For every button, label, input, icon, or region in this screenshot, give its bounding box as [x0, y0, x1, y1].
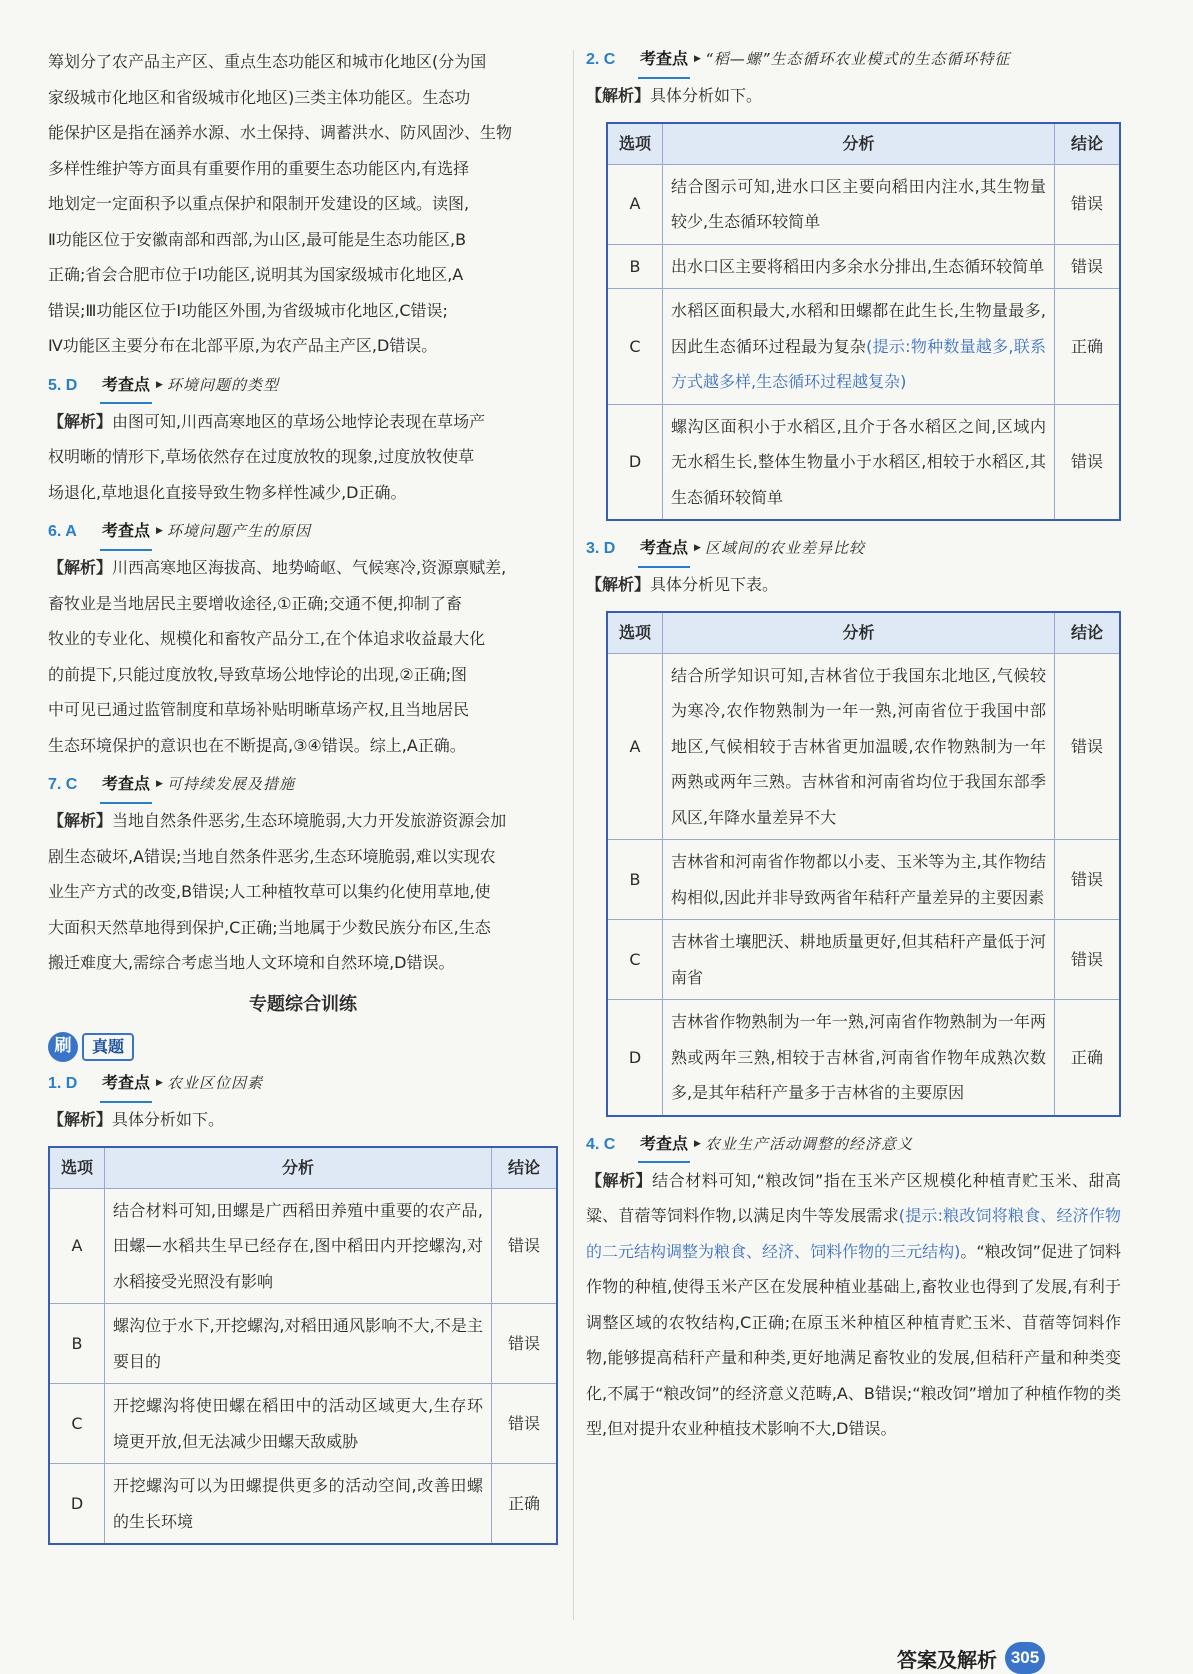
triangle-icon: ▶	[156, 1078, 163, 1089]
kaodian-text: 区域间的农业差异比较	[704, 539, 865, 558]
cell-option: D	[607, 1000, 663, 1116]
table-row	[607, 289, 1120, 405]
cell-analysis: 开挖螺沟将使田螺在稻田中的活动区域更大,生存环境更开放,但无法减少田螺天敌威胁	[105, 1384, 492, 1464]
triangle-icon: ▶	[694, 1138, 701, 1149]
cell-conclusion: 错误	[1055, 404, 1121, 520]
analysis-text: 结合材料可知,“粮改饲”指在玉米产区规模化种植青贮玉米、甜高粱、苜蓿等饲料作物,以满足肉牛等发展需求	[586, 1170, 1121, 1225]
text-line: 大面积天然草地得到保护,C正确;当地属于少数民族分布区,生态	[48, 917, 491, 937]
table-row	[607, 244, 1120, 289]
cell-option: A	[607, 653, 663, 840]
text-line: Ⅱ功能区位于安徽南部和西部,为山区,最可能是生态功能区,B	[48, 229, 467, 249]
cell-conclusion: 错误	[492, 1188, 558, 1304]
kaodian-label: 考查点	[100, 766, 152, 804]
intro-text: 具体分析见下表。	[650, 575, 779, 594]
cell-option: D	[49, 1464, 105, 1545]
right-column	[586, 44, 1121, 1447]
section-title: 专题综合训练	[249, 993, 357, 1015]
table-row	[607, 920, 1120, 1000]
cell-analysis: 结合所学知识可知,吉林省位于我国东北地区,气候较为寒冷,农作物熟制为一年一熟,河南省位于我国中部地区,气候相较于吉林省更加温暖,农作物熟制为一年两熟或两年三熟。吉林省和河南省均位于我国东部季风区,年降水量差异不大	[663, 653, 1055, 840]
cell-option: D	[607, 404, 663, 520]
cell-conclusion: 正确	[1055, 1000, 1121, 1116]
question-3-header	[586, 531, 1121, 567]
header-analysis: 分析	[663, 123, 1055, 165]
question-number: 4. C	[586, 1135, 616, 1153]
kaodian-label: 考查点	[638, 41, 690, 79]
cell-analysis: 吉林省和河南省作物都以小麦、玉米等为主,其作物结构相似,因此并非导致两省年秸秆产量差异的主要因素	[663, 840, 1055, 920]
kaodian-text: 可持续发展及措施	[166, 775, 295, 794]
cell-analysis: 螺沟区面积小于水稻区,且介于各水稻区之间,区域内无水稻生长,整体生物量小于水稻区,相较于水稻区,其生态循环较简单	[663, 404, 1055, 520]
header-option: 选项	[49, 1147, 105, 1189]
kaodian-label: 考查点	[100, 1065, 152, 1103]
text-line: 搬迁难度大,需综合考虑当地人文环境和自然环境,D错误。	[48, 953, 455, 972]
jiexi-label: 【解析】	[586, 1170, 653, 1190]
text-line: 正确;省会合肥市位于Ⅰ功能区,说明其为国家级城市化地区,A	[48, 265, 464, 284]
cell-option: B	[607, 244, 663, 289]
kaodian-text: 农业区位因素	[166, 1074, 263, 1093]
zhenti-badge	[48, 1032, 558, 1062]
cell-option: C	[607, 920, 663, 1000]
table-row	[49, 1188, 557, 1304]
cell-analysis: 螺沟位于水下,开挖螺沟,对稻田通风影响不大,不是主要目的	[105, 1304, 492, 1384]
page-footer	[897, 1642, 1045, 1674]
jiexi-label: 【解析】	[586, 575, 651, 594]
footer-label: 答案及解析	[897, 1647, 997, 1672]
table-row	[49, 1464, 557, 1545]
text-line: 的前提下,只能过度放牧,导致草场公地悖论的出现,②正确;图	[48, 664, 467, 684]
question-1-header	[48, 1066, 558, 1102]
cell-analysis: 结合图示可知,进水口区主要向稻田内注水,其生物量较少,生态循环较简单	[663, 164, 1055, 244]
table-row	[607, 1000, 1120, 1116]
jiexi-label: 【解析】	[48, 411, 113, 431]
question-4-analysis	[586, 1163, 1121, 1447]
cell-conclusion: 错误	[1055, 244, 1121, 289]
analysis-table	[606, 122, 1121, 522]
text-line: 生态环境保护的意识也在不断提高,③④错误。综上,A正确。	[48, 735, 466, 755]
cell-analysis: 出水口区主要将稻田内多余水分排出,生态循环较简单	[663, 244, 1055, 289]
table-row	[607, 404, 1120, 520]
jiexi-label: 【解析】	[48, 811, 113, 830]
cell-conclusion: 错误	[1055, 920, 1121, 1000]
question-number: 6. A	[48, 523, 77, 541]
cell-conclusion: 错误	[1055, 653, 1121, 840]
text-line: 业生产方式的改变,B错误;人工种植牧草可以集约化使用草地,使	[48, 882, 491, 901]
analysis-text: 。“粮改饲”促进了饲料作物的种植,使得玉米产区在发展种植业基础上,畜牧业也得到了发展,有利于调整区域的农牧结构,C正确;在原玉米种植区种植青贮玉米、苜蓿等饲料作物,能够提高秸秆产量和种类,更好地满足畜牧业的发展,但秸秆产量和种类变化,不属于“粮改饲”的经济意义范畴,A、B错误;“粮改饲”增加了种植作物的类型,但对提升农业种植技术影响不大,D错误。	[586, 1241, 1121, 1438]
question-7-header	[48, 767, 558, 803]
analysis-text: 水稻区面积最大,水稻和田螺都在此生长,生物量最多,因此生态循环过程最为复杂	[671, 301, 1046, 356]
question-number: 7. C	[48, 776, 78, 794]
header-analysis: 分析	[663, 612, 1055, 654]
text-line: Ⅳ功能区主要分布在北部平原,为农产品主产区,D错误。	[48, 336, 438, 355]
hint-text: (提示:物种数量越多,联系方式越多样,生态循环过程越复杂)	[671, 336, 1046, 391]
text-line: 牧业的专业化、规模化和畜牧产品分工,在个体追求收益最大化	[48, 629, 486, 648]
text-line: 场退化,草地退化直接导致生物多样性减少,D正确。	[48, 482, 407, 502]
question-number: 2. C	[586, 51, 616, 69]
text-line: 多样性维护等方面具有重要作用的重要生态功能区内,有选择	[48, 158, 470, 178]
kaodian-label: 考查点	[638, 530, 690, 568]
analysis-table	[606, 611, 1121, 1117]
question-number: 1. D	[48, 1075, 78, 1093]
cell-analysis: 开挖螺沟可以为田螺提供更多的活动空间,改善田螺的生长环境	[105, 1464, 492, 1545]
question-5-analysis	[48, 404, 558, 511]
question-6-analysis	[48, 550, 558, 763]
text-line: 剧生态破坏,A错误;当地自然条件恶劣,生态环境脆弱,难以实现农	[48, 846, 496, 866]
text-line: 中可见已通过监管制度和草场补贴明晰草场产权,且当地居民	[48, 700, 470, 719]
triangle-icon: ▶	[156, 779, 163, 790]
header-conclusion: 结论	[492, 1147, 558, 1189]
kaodian-label: 考查点	[638, 1126, 690, 1164]
intro-text: 具体分析如下。	[650, 86, 763, 105]
jiexi-label: 【解析】	[48, 1110, 113, 1129]
question-5-header	[48, 368, 558, 404]
question-number: 3. D	[586, 540, 616, 558]
kaodian-label: 考查点	[100, 513, 152, 551]
cell-option: B	[49, 1304, 105, 1384]
kaodian-text: “稻—螺”生态循环农业模式的生态循环特征	[704, 50, 1011, 69]
cell-conclusion: 错误	[492, 1384, 558, 1464]
cell-conclusion: 错误	[1055, 164, 1121, 244]
intro-paragraph	[48, 44, 558, 364]
cell-analysis: 吉林省作物熟制为一年一熟,河南省作物熟制为一年两熟或两年三熟,相较于吉林省,河南省作物年成熟次数多,是其年秸秆产量多于吉林省的主要原因	[663, 1000, 1055, 1116]
text-line: 筹划分了农产品主产区、重点生态功能区和城市化地区(分为国	[48, 52, 487, 71]
text-line: 能保护区是指在涵养水源、水土保持、调蓄洪水、防风固沙、生物	[48, 123, 513, 142]
cell-conclusion: 错误	[1055, 840, 1121, 920]
question-4-header	[586, 1127, 1121, 1163]
header-analysis: 分析	[105, 1147, 492, 1189]
cell-conclusion: 正确	[492, 1464, 558, 1545]
intro-text: 具体分析如下。	[112, 1110, 225, 1129]
cell-option: A	[607, 164, 663, 244]
cell-option: C	[49, 1384, 105, 1464]
cell-option: C	[607, 289, 663, 405]
header-option: 选项	[607, 612, 663, 654]
left-column	[48, 44, 558, 1555]
header-conclusion: 结论	[1055, 123, 1121, 165]
question-6-header	[48, 514, 558, 550]
brush-badge-icon: 刷	[48, 1032, 78, 1062]
text-line: 权明晰的情形下,草场依然存在过度放牧的现象,过度放牧使草	[48, 447, 475, 466]
text-line: 由图可知,川西高寒地区的草场公地悖论表现在草场产	[112, 411, 486, 431]
question-7-analysis	[48, 803, 558, 981]
table-row	[607, 840, 1120, 920]
hint-text: (提示:粮改饲将粮食、经济作物的二元结构调整为粮食、经济、饲料作物的三元结构)	[586, 1206, 1121, 1261]
cell-analysis: 吉林省土壤肥沃、耕地质量更好,但其秸秆产量低于河南省	[663, 920, 1055, 1000]
kaodian-label: 考查点	[100, 367, 152, 405]
cell-analysis: 结合材料可知,田螺是广西稻田养殖中重要的农产品,田螺—水稻共生早已经存在,图中稻田内开挖螺沟,对水稻接受光照没有影响	[105, 1188, 492, 1304]
triangle-icon: ▶	[694, 543, 701, 554]
jiexi-label: 【解析】	[586, 86, 651, 105]
table-row	[607, 653, 1120, 840]
jiexi-label: 【解析】	[48, 558, 113, 577]
badge-label: 真题	[82, 1033, 134, 1061]
analysis-table	[48, 1146, 558, 1546]
table-row	[49, 1304, 557, 1384]
question-number: 5. D	[48, 376, 78, 394]
cell-conclusion: 错误	[492, 1304, 558, 1384]
header-option: 选项	[607, 123, 663, 165]
text-line: 川西高寒地区海拔高、地势崎岖、气候寒冷,资源禀赋差,	[112, 558, 507, 577]
kaodian-text: 环境问题的类型	[166, 375, 279, 394]
text-line: 当地自然条件恶劣,生态环境脆弱,大力开发旅游资源会加	[112, 811, 507, 830]
table-row	[607, 164, 1120, 244]
kaodian-text: 农业生产活动调整的经济意义	[704, 1134, 913, 1153]
header-conclusion: 结论	[1055, 612, 1121, 654]
cell-analysis	[663, 289, 1055, 405]
cell-option: B	[607, 840, 663, 920]
kaodian-text: 环境问题产生的原因	[166, 522, 311, 541]
page-number: 305	[1005, 1642, 1045, 1674]
question-2-header	[586, 42, 1121, 78]
text-line: 地划定一定面积予以重点保护和限制开发建设的区域。读图,	[48, 194, 470, 213]
triangle-icon: ▶	[156, 379, 163, 390]
text-line: 家级城市化地区和省级城市化地区)三类主体功能区。生态功	[48, 87, 471, 107]
cell-option: A	[49, 1188, 105, 1304]
column-divider	[573, 50, 574, 1620]
triangle-icon: ▶	[156, 526, 163, 537]
table-row	[49, 1384, 557, 1464]
triangle-icon: ▶	[694, 54, 701, 65]
text-line: 畜牧业是当地居民主要增收途径,①正确;交通不便,抑制了畜	[48, 593, 462, 613]
text-line: 错误;Ⅲ功能区位于Ⅰ功能区外围,为省级城市化地区,C错误;	[48, 300, 448, 320]
cell-conclusion: 正确	[1055, 289, 1121, 405]
